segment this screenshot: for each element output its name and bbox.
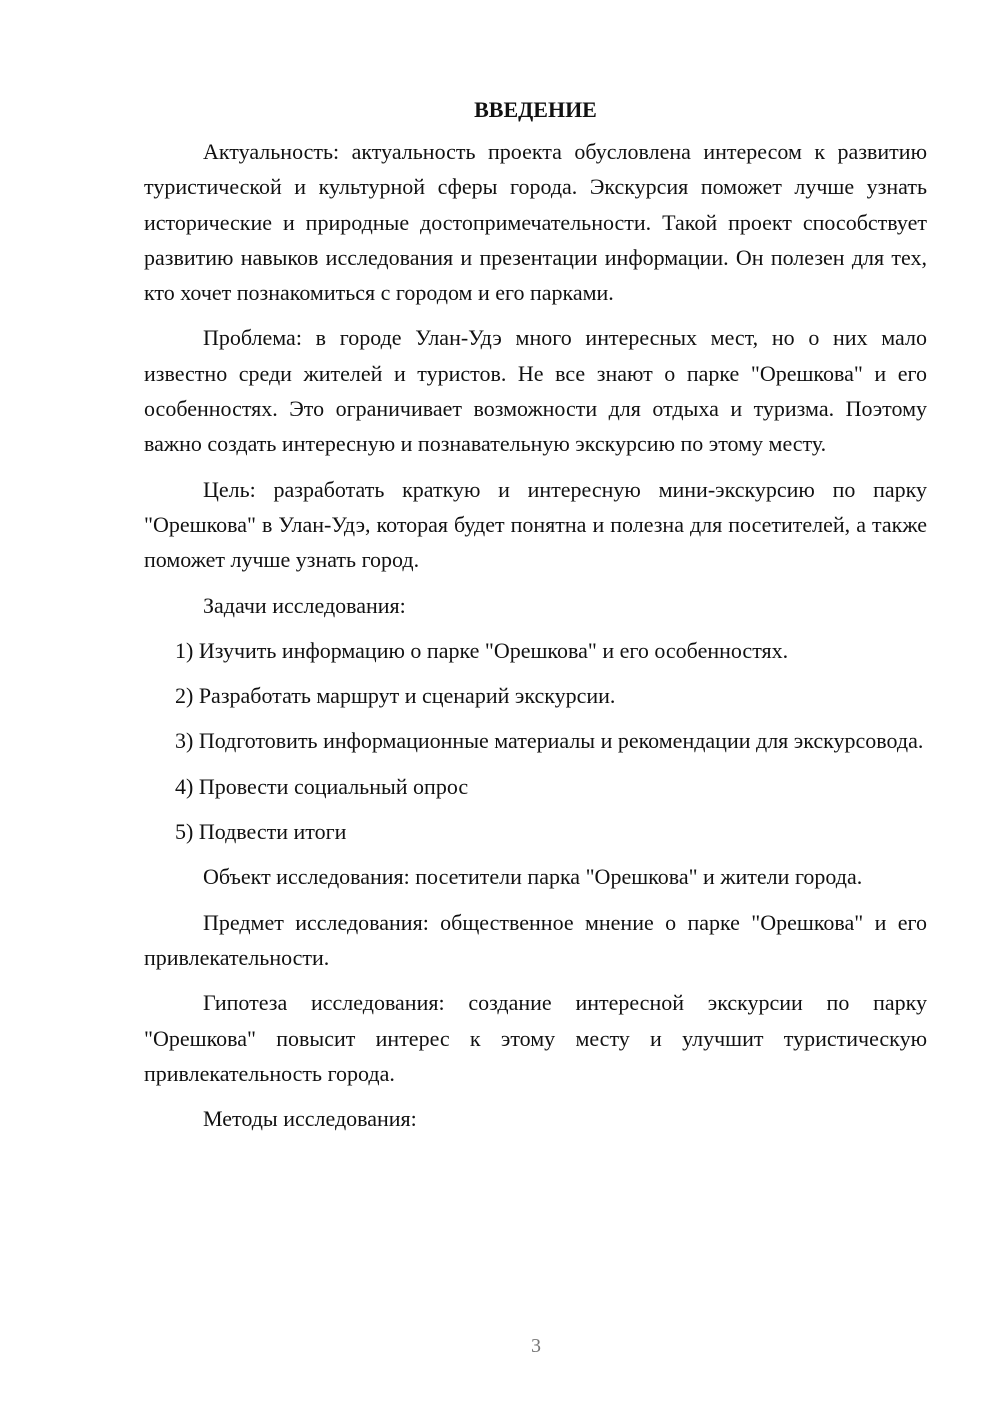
hypothesis-paragraph: Гипотеза исследования: создание интересной экскурсии по парку "Орешкова" повысит интерес к этому месту и улучшит туристическую привлекательность города.: [144, 990, 927, 1086]
goal-paragraph: Цель: разработать краткую и интересную мини-экскурсию по парку "Орешкова" в Улан-Удэ, которая будет понятна и полезна для посетителей, а также поможет лучше узнать город.: [144, 476, 927, 573]
task-item: 5) Подвести итоги: [175, 819, 347, 845]
page-number: 3: [531, 1335, 541, 1357]
problem-paragraph: Проблема: в городе Улан-Удэ много интересных мест, но о них мало известно среди жителей и туристов. Не все знают о парке "Орешкова" и его особенностях. Это ограничивает возможности для отдыха и туризма. Поэтому важно создать интересную и познавательную экскурсию по этому месту.: [144, 325, 927, 457]
subject-paragraph: Предмет исследования: общественное мнение о парке "Орешкова" и его привлекательности.: [144, 909, 927, 970]
page-content: [144, 92, 927, 1146]
task-item: 4) Провести социальный опрос: [175, 773, 469, 799]
task-item: 1) Изучить информацию о парке "Орешкова" и его особенностях.: [175, 637, 789, 663]
object-paragraph: Объект исследования: посетители парка "Орешкова" и жители города.: [203, 864, 863, 890]
page-title: ВВЕДЕНИЕ: [474, 97, 597, 122]
task-item: 3) Подготовить информационные материалы и рекомендации для экскурсовода.: [175, 728, 924, 754]
relevance-paragraph: Актуальность: актуальность проекта обусловлена интересом к развитию туристической и культурной сферы города. Экскурсия поможет лучше узнать исторические и природные достопримечательности. Такой проект способствует развитию навыков исследования и презентации информации. Он полезен для тех, кто хочет познакомиться с городом и его парками.: [144, 139, 927, 306]
methods-heading: Методы исследования:: [203, 1106, 417, 1132]
task-item: 2) Разработать маршрут и сценарий экскурсии.: [175, 683, 616, 709]
tasks-heading: Задачи исследования:: [203, 592, 406, 618]
